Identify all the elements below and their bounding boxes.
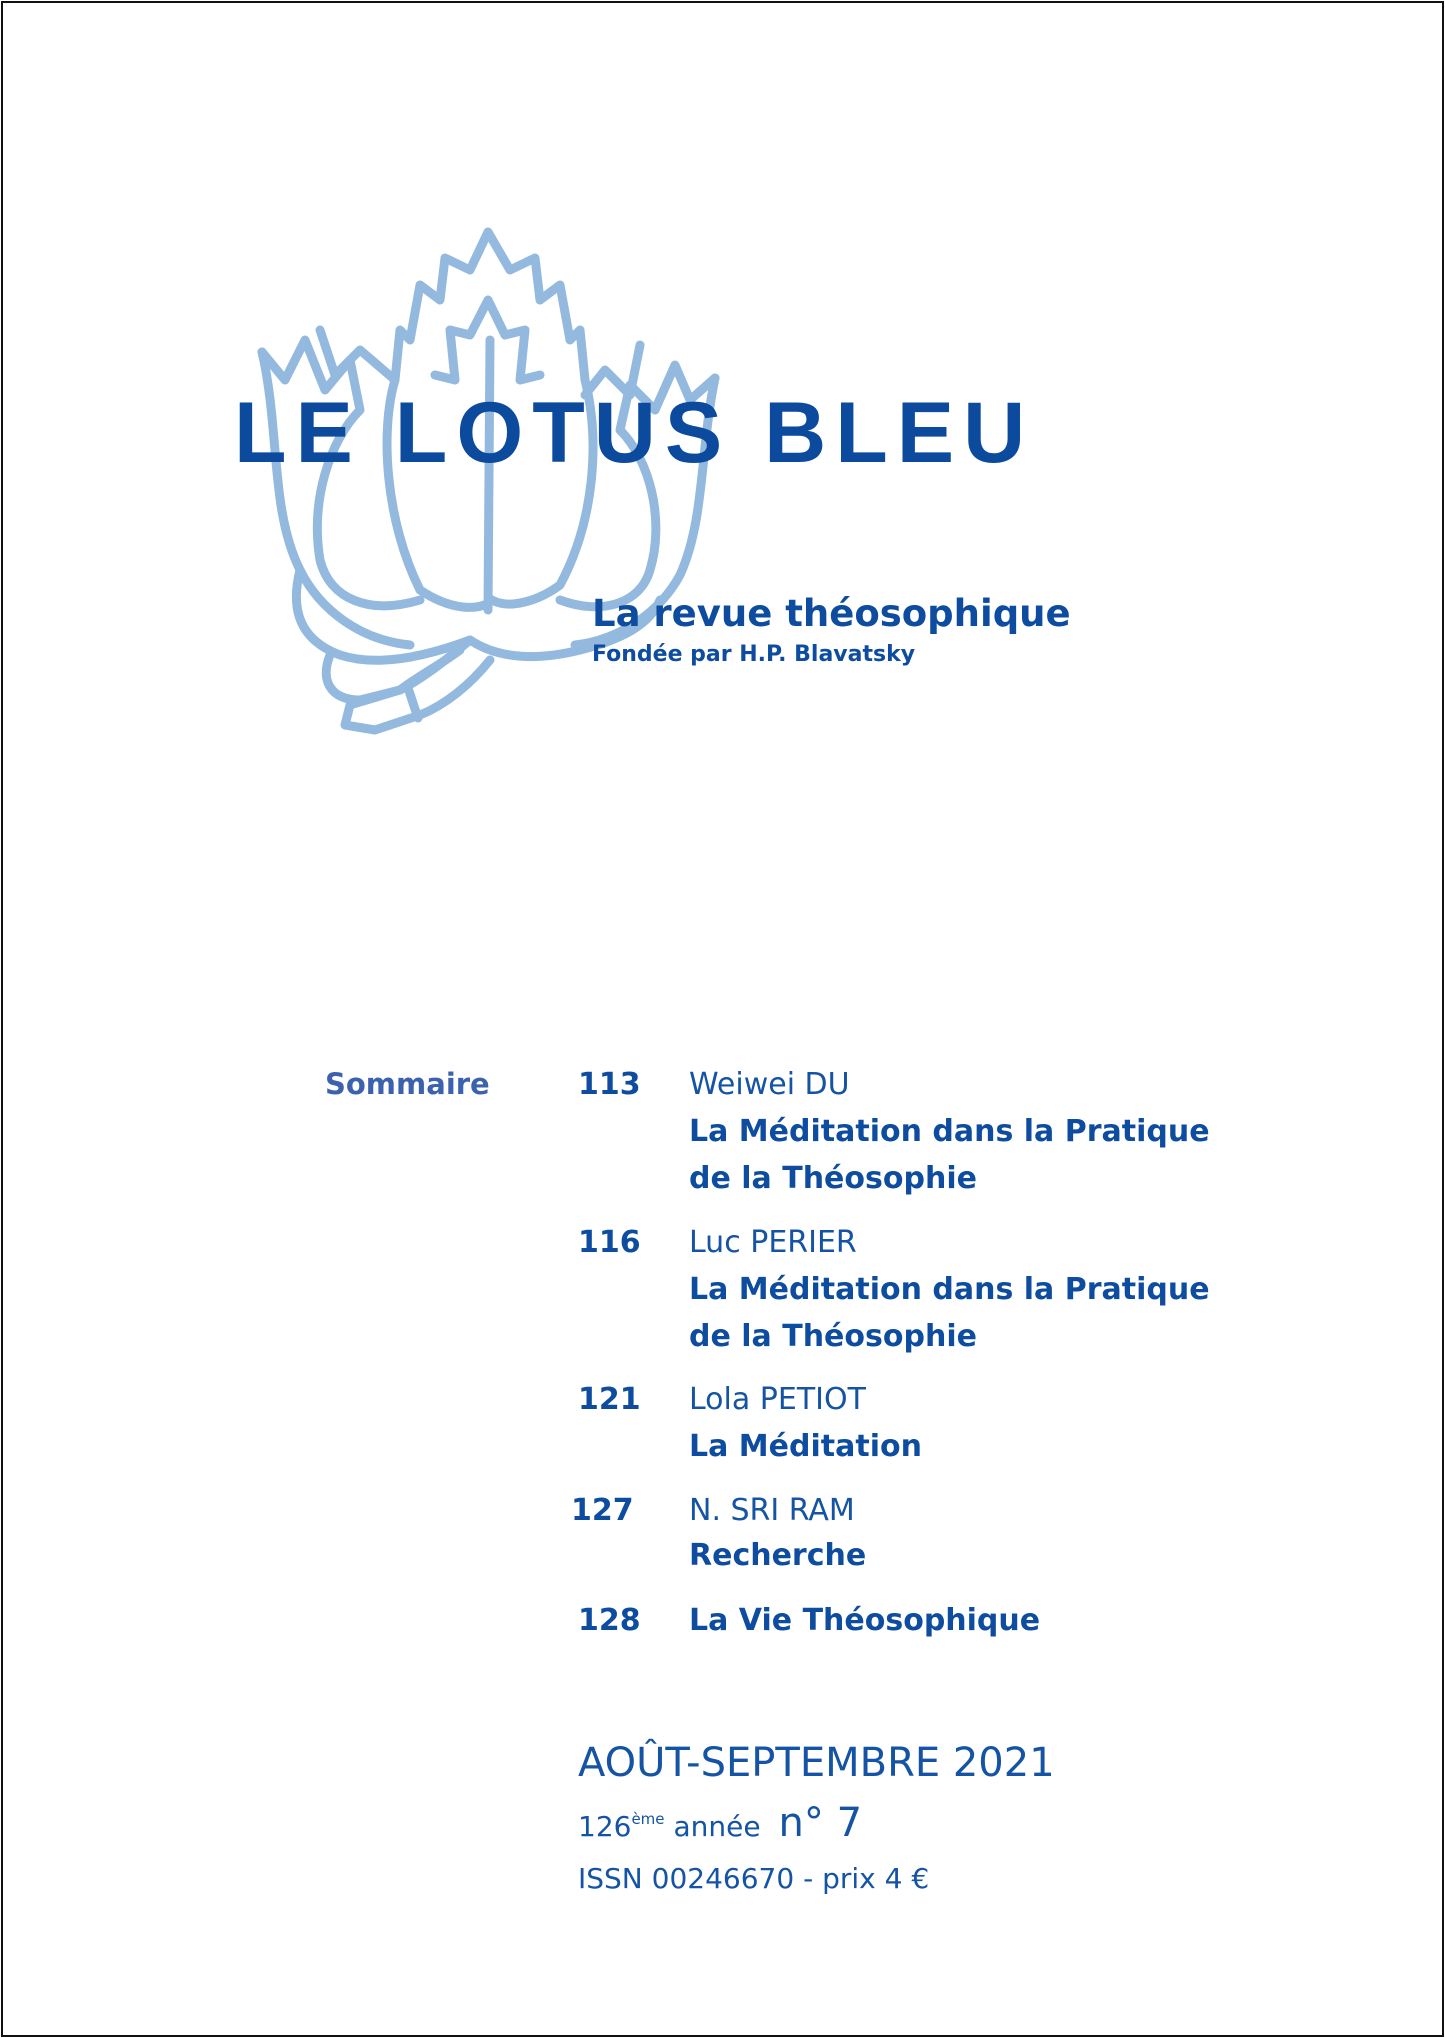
year-word: année [673,1810,761,1843]
issn-price: ISSN 00246670 - prix 4 € [578,1862,930,1895]
entry-title: La Méditation [689,1429,922,1464]
entry-author: Lola PETIOT [689,1382,866,1417]
entry-author: Weiwei DU [689,1067,850,1102]
entry-title: de la Théosophie [689,1161,977,1196]
entry-title: La Méditation dans la Pratique [689,1272,1210,1307]
entry-page: 128 [578,1603,641,1638]
issue-date: AOÛT-SEPTEMBRE 2021 [578,1740,1055,1786]
year-count: 126 [578,1810,632,1843]
entry-author: N. SRI RAM [689,1493,855,1528]
founder-line: Fondée par H.P. Blavatsky [592,642,916,667]
year-suffix: ème [631,1810,665,1828]
issue-number: n° 7 [778,1800,863,1846]
entry-author: Luc PERIER [689,1225,857,1260]
magazine-title: LE LOTUS BLEU [234,385,1035,481]
entry-title: de la Théosophie [689,1319,977,1354]
entry-page: 116 [578,1225,641,1260]
entry-page: 127 [571,1493,634,1528]
issue-year-number [578,1800,862,1846]
entry-title: Recherche [689,1538,867,1573]
entry-title: La Vie Théosophique [689,1603,1041,1638]
magazine-subtitle: La revue théosophique [592,592,1071,635]
entry-page: 121 [578,1382,641,1417]
contents-label: Sommaire [325,1067,490,1101]
entry-title: La Méditation dans la Pratique [689,1114,1210,1149]
entry-page: 113 [578,1067,641,1102]
